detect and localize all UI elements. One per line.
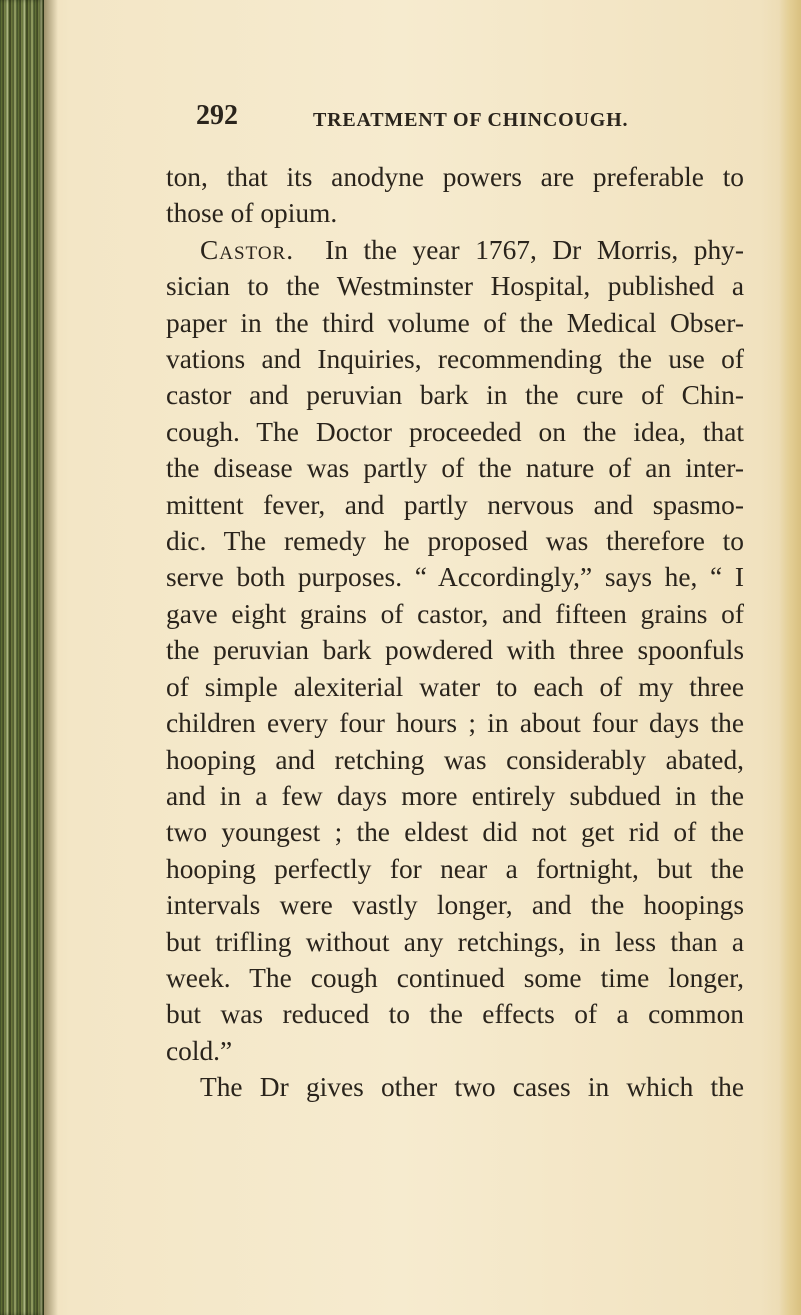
text-line: the peruvian bark powdered with three spoonfuls [166, 635, 744, 666]
text-line: paper in the third volume of the Medical Obser- [166, 307, 744, 338]
text-line: vations and Inquiries, recommending the use of [166, 344, 744, 375]
book-spine [0, 0, 44, 1315]
text-line: but was reduced to the effects of a common [166, 999, 744, 1030]
text-line: hooping perfectly for near a fortnight, but the [166, 853, 744, 884]
running-title: TREATMENT OF CHINCOUGH. [313, 109, 629, 131]
text-line: and in a few days more entirely subdued in the [166, 780, 744, 811]
text-line: ton, that its anodyne powers are preferable to [166, 162, 744, 192]
text-line: hooping and retching was considerably abated, [166, 744, 744, 775]
text-line: the disease was partly of the nature of an inter- [166, 453, 744, 484]
text-line: serve both purposes. “ Accordingly,” says he, “ I [166, 562, 744, 593]
text-line: gave eight grains of castor, and fifteen grains of [166, 598, 744, 629]
text-line: those of opium. [166, 198, 338, 229]
page-edge [779, 0, 801, 1315]
text-line: week. The cough continued some time longer, [166, 962, 744, 993]
gutter-shadow [44, 0, 58, 1315]
text-line: cold.” [166, 1035, 233, 1066]
text-line-castor [166, 232, 744, 268]
section-heading-castor: Castor. [200, 234, 295, 265]
text-line-castor-rest: In the year 1767, Dr Morris, phy- [325, 234, 744, 265]
text-line: dic. The remedy he proposed was therefore to [166, 526, 744, 557]
text-line: cough. The Doctor proceeded on the idea, that [166, 416, 744, 447]
text-line: sician to the Westminster Hospital, published a [166, 271, 744, 302]
text-line: intervals were vastly longer, and the hoopings [166, 890, 744, 921]
text-line: children every four hours ; in about four days the [166, 708, 744, 739]
text-line: but trifling without any retchings, in less than a [166, 926, 744, 957]
text-line: of simple alexiterial water to each of my three [166, 671, 744, 702]
text-line: castor and peruvian bark in the cure of Chin- [166, 380, 744, 411]
text-line: The Dr gives other two cases in which the [200, 1072, 744, 1103]
text-line: two youngest ; the eldest did not get rid of the [166, 817, 744, 848]
body-text [166, 159, 744, 1106]
page-number: 292 [196, 100, 238, 131]
text-line: mittent fever, and partly nervous and spasmo- [166, 489, 744, 520]
